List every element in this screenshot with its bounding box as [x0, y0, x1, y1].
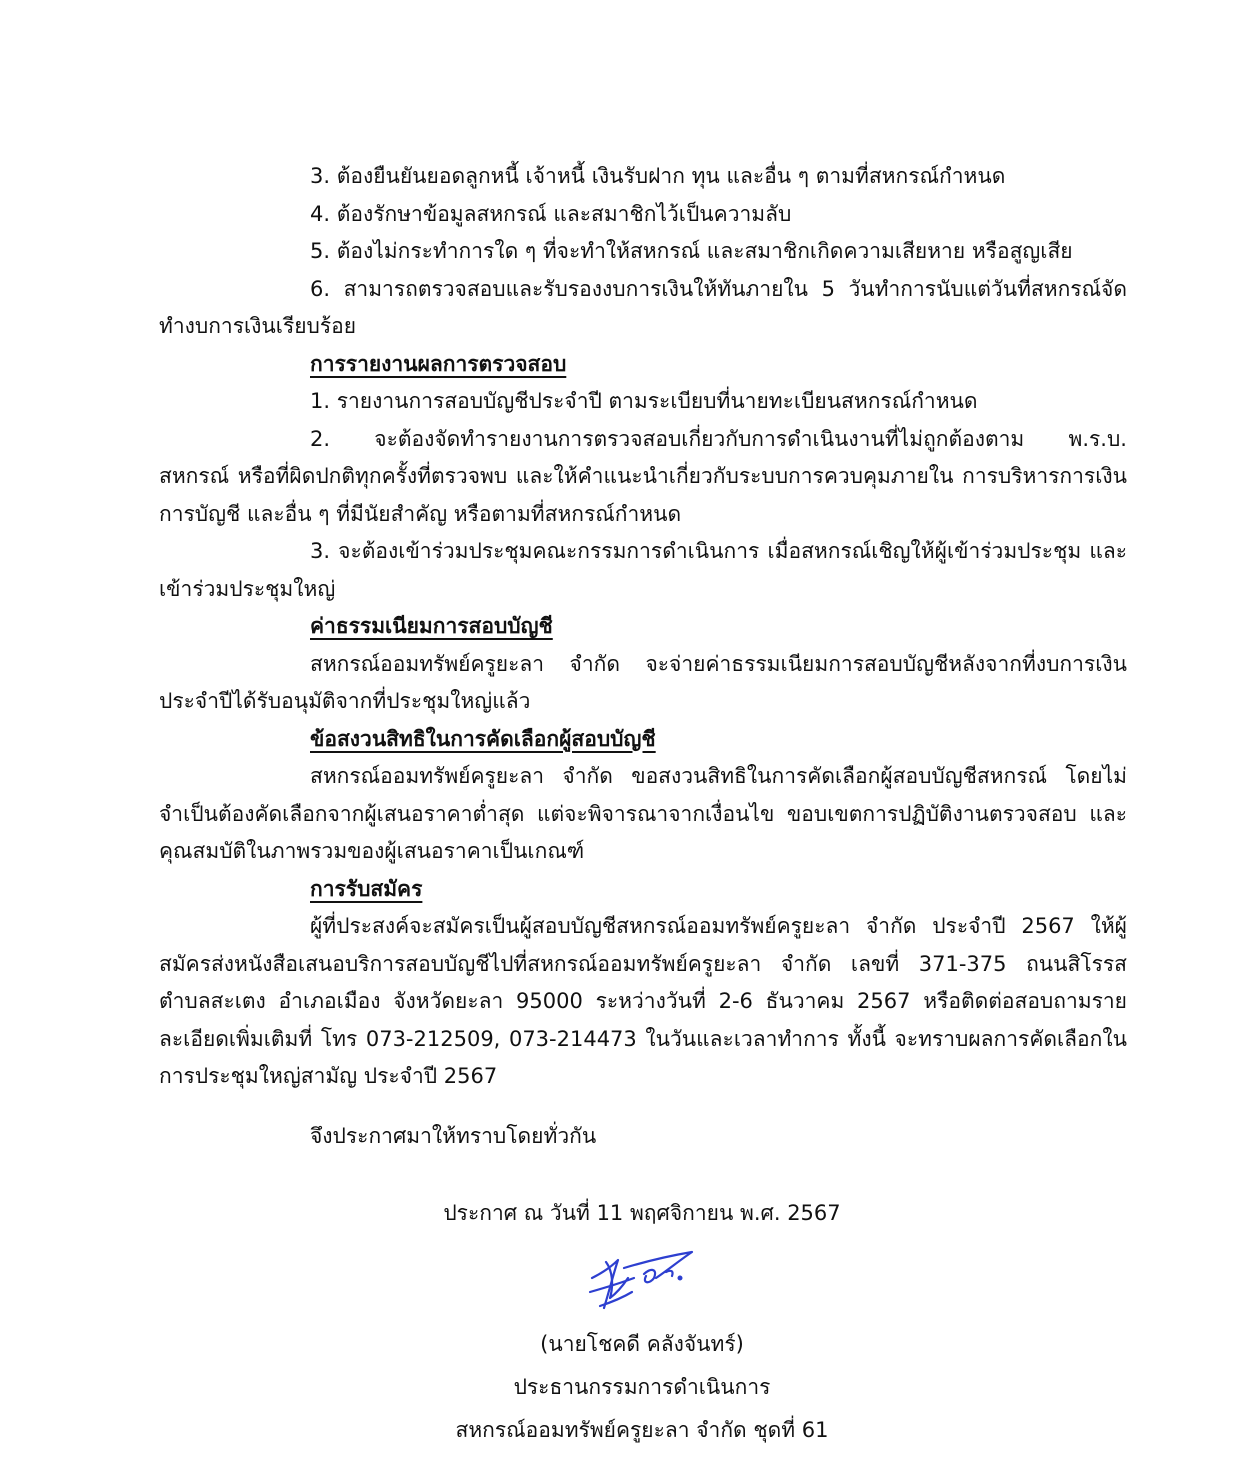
reporting-heading: การรายงานผลการตรวจสอบ — [310, 351, 567, 376]
reservation-paragraph: สหกรณ์ออมทรัพย์ครูยะลา จำกัด ขอสงวนสิทธิในการคัดเลือกผู้สอบบัญชีสหกรณ์ โดยไม่จำเป็นต้องคัดเลือกจากผู้เสนอราคาต่ำสุด แต่จะพิจารณาจากเงื่อนไข ขอบเขตการปฏิบัติงานตรวจสอบ และคุณสมบัติในภาพรวมของผู้เสนอราคาเป็นเกณฑ์ — [159, 764, 1127, 863]
duty-item-6: 6. สามารถตรวจสอบและรับรองงบการเงินให้ทันภายใน 5 วันทำการนับแต่วันที่สหกรณ์จัดทำงบการเงินเรียบร้อย — [159, 276, 1127, 338]
signer-name: (นายโชคดี คลังจันทร์) — [540, 1332, 744, 1356]
signer-position: ประธานกรรมการดำเนินการ — [513, 1375, 771, 1399]
reporting-item-1: 1. รายงานการสอบบัญชีประจำปี ตามระเบียบที่นายทะเบียนสหกรณ์กำหนด — [310, 389, 978, 413]
reservation-heading: ข้อสงวนสิทธิในการคัดเลือกผู้สอบบัญชี — [310, 726, 656, 751]
duty-item-3: 3. ต้องยืนยันยอดลูกหนี้ เจ้าหนี้ เงินรับฝาก ทุน และอื่น ๆ ตามที่สหกรณ์กำหนด — [310, 164, 1006, 188]
closing-statement: จึงประกาศมาให้ทราบโดยทั่วกัน — [310, 1124, 597, 1148]
duty-item-4: 4. ต้องรักษาข้อมูลสหกรณ์ และสมาชิกไว้เป็นความลับ — [310, 201, 792, 226]
signer-organization: สหกรณ์ออมทรัพย์ครูยะลา จำกัด ชุดที่ 61 — [455, 1418, 829, 1442]
duty-item-5: 5. ต้องไม่กระทำการใด ๆ ที่จะทำให้สหกรณ์ และสมาชิกเกิดความเสียหาย หรือสูญเสีย — [310, 239, 1073, 263]
signature-block — [0, 1323, 1241, 1452]
application-heading: การรับสมัคร — [310, 876, 423, 901]
reporting-item-2: 2. จะต้องจัดทำรายงานการตรวจสอบเกี่ยวกับการดำเนินงานที่ไม่ถูกต้องตาม พ.ร.บ. สหกรณ์ หรือที่ผิดปกติทุกครั้งที่ตรวจพบ และให้คำแนะนำเกี่ยวกับระบบการควบคุมภายใน การบริหารการเงิน การบัญชี และอื่น ๆ ที่มีนัยสำคัญ หรือตามที่สหกรณ์กำหนด — [159, 426, 1127, 526]
announcement-date: ประกาศ ณ วันที่ 11 พฤศจิกายน พ.ศ. 2567 — [443, 1201, 841, 1225]
handwritten-signature — [584, 1248, 700, 1320]
fee-heading: ค่าธรรมเนียมการสอบบัญชี — [310, 614, 553, 638]
fee-paragraph: สหกรณ์ออมทรัพย์ครูยะลา จำกัด จะจ่ายค่าธรรมเนียมการสอบบัญชีหลังจากที่งบการเงินประจำปีได้รับอนุมัติจากที่ประชุมใหญ่แล้ว — [159, 651, 1127, 713]
reporting-item-3: 3. จะต้องเข้าร่วมประชุมคณะกรรมการดำเนินการ เมื่อสหกรณ์เชิญให้ผู้เข้าร่วมประชุม และเข้าร่วมประชุมใหญ่ — [159, 539, 1127, 601]
application-paragraph: ผู้ที่ประสงค์จะสมัครเป็นผู้สอบบัญชีสหกรณ์ออมทรัพย์ครูยะลา จำกัด ประจำปี 2567 ให้ผู้สมัครส่งหนังสือเสนอบริการสอบบัญชีไปที่สหกรณ์ออมทรัพย์ครูยะลา จำกัด เลขที่ 371-375 ถนนสิโรรส ตำบลสะเตง อำเภอเมือง จังหวัดยะลา 95000 ระหว่างวันที่ 2-6 ธันวาคม 2567 หรือติดต่อสอบถามรายละเอียดเพิ่มเติมที่ โทร 073-212509, 073-214473 ในวันและเวลาทำการ ทั้งนี้ จะทราบผลการคัดเลือกในการประชุมใหญ่สามัญ ประจำปี 2567 — [159, 914, 1127, 1088]
document-body — [159, 158, 1127, 1096]
